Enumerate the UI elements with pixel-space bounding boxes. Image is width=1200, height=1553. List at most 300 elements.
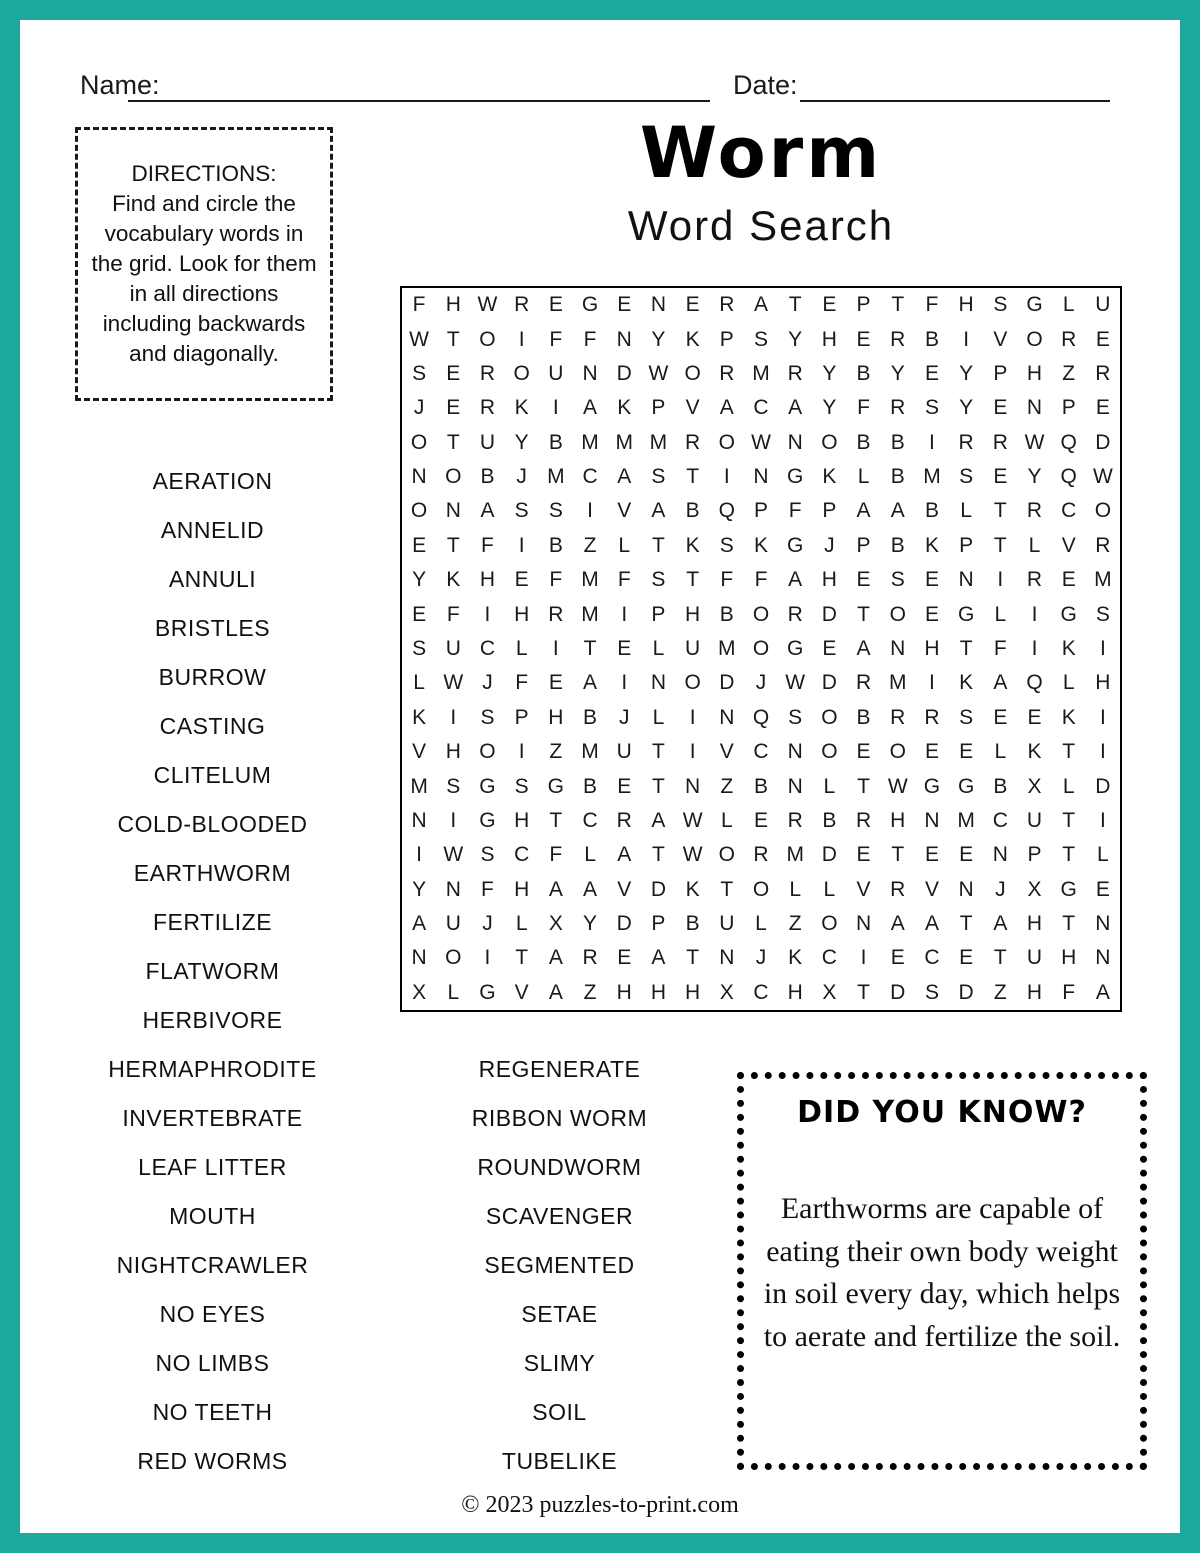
- grid-cell: J: [824, 533, 835, 557]
- grid-cell: L: [755, 912, 767, 936]
- grid-cell: Y: [788, 327, 803, 351]
- grid-cell: S: [959, 465, 974, 489]
- grid-cell: L: [584, 843, 596, 867]
- grid-cell: T: [686, 568, 700, 592]
- grid-cell: M: [581, 602, 599, 626]
- grid-cell: D: [821, 602, 837, 626]
- date-label: Date:: [733, 70, 798, 100]
- grid-cell: N: [1026, 396, 1043, 420]
- grid-cell: E: [548, 293, 563, 317]
- grid-cell: T: [993, 499, 1007, 523]
- grid-cell: K: [959, 671, 974, 695]
- grid-cell: S: [959, 705, 974, 729]
- grid-cell: T: [652, 774, 665, 798]
- grid-cell: R: [582, 946, 598, 970]
- grid-cell: P: [856, 293, 871, 317]
- grid-cell: W: [682, 808, 703, 832]
- grid-cell: P: [514, 705, 529, 729]
- grid-cell: G: [479, 980, 496, 1004]
- grid-cell: O: [479, 327, 496, 351]
- grid-cell: T: [686, 946, 700, 970]
- grid-cell: L: [652, 705, 665, 729]
- grid-cell: S: [651, 568, 666, 592]
- grid-cell: V: [685, 396, 700, 420]
- grid-cell: M: [923, 465, 941, 489]
- grid-cell: R: [1026, 499, 1043, 523]
- grid-cell: U: [1026, 946, 1043, 970]
- grid-cell: N: [411, 465, 427, 489]
- grid-cell: I: [450, 705, 457, 729]
- word-list-item: RIBBON WORM: [471, 1105, 648, 1131]
- grid-cell: R: [958, 430, 974, 454]
- grid-cell: F: [925, 293, 939, 317]
- grid-cell: P: [959, 533, 974, 557]
- word-list-item: INVERTEBRATE: [122, 1105, 303, 1131]
- word-list-item: FLATWORM: [145, 958, 280, 984]
- grid-cell: A: [651, 946, 666, 970]
- grid-cell: S: [719, 533, 734, 557]
- grid-cell: M: [786, 843, 804, 867]
- grid-cell: R: [787, 361, 803, 385]
- grid-cell: O: [445, 465, 462, 489]
- grid-cell: O: [889, 602, 906, 626]
- grid-cell: F: [720, 568, 734, 592]
- grid-cell: Z: [1062, 361, 1076, 385]
- grid-cell: R: [479, 361, 496, 385]
- grid-cell: J: [995, 877, 1006, 901]
- grid-cell: A: [583, 396, 598, 420]
- grid-cell: U: [479, 430, 496, 454]
- grid-cell: G: [923, 774, 941, 798]
- grid-cell: O: [718, 843, 735, 867]
- grid-cell: H: [821, 327, 837, 351]
- grid-cell: W: [1024, 430, 1045, 454]
- grid-cell: H: [445, 293, 461, 317]
- grid-cell: O: [684, 361, 701, 385]
- grid-cell: N: [650, 671, 666, 695]
- name-label: Name:: [80, 70, 160, 100]
- grid-cell: D: [890, 980, 906, 1004]
- grid-cell: W: [648, 361, 669, 385]
- grid-cell: M: [752, 361, 770, 385]
- word-search-grid: [400, 286, 1122, 1012]
- grid-cell: D: [650, 877, 666, 901]
- grid-cell: K: [788, 946, 803, 970]
- grid-cell: S: [412, 636, 427, 660]
- grid-cell: B: [924, 327, 939, 351]
- grid-cell: E: [924, 602, 939, 626]
- grid-cell: A: [924, 912, 939, 936]
- word-list-left: [70, 457, 355, 1486]
- grid-cell: V: [617, 499, 632, 523]
- grid-cell: E: [617, 293, 632, 317]
- grid-cell: X: [1027, 774, 1042, 798]
- grid-cell: T: [857, 602, 870, 626]
- grid-cell: S: [480, 843, 495, 867]
- grid-cell: E: [924, 568, 939, 592]
- word-list-item: ANNULI: [168, 566, 257, 592]
- grid-cell: K: [685, 877, 700, 901]
- grid-cell: I: [416, 843, 423, 867]
- grid-cell: A: [583, 877, 598, 901]
- grid-cell: E: [924, 740, 939, 764]
- grid-cell: V: [924, 877, 939, 901]
- word-list-item: SCAVENGER: [485, 1203, 634, 1229]
- grid-cell: E: [685, 293, 700, 317]
- word-list-item: ANNELID: [160, 517, 265, 543]
- grid-cell: W: [477, 293, 498, 317]
- grid-cell: E: [412, 533, 427, 557]
- grid-cell: N: [890, 636, 906, 660]
- grid-cell: M: [957, 808, 975, 832]
- grid-cell: T: [891, 293, 905, 317]
- grid-cell: T: [788, 293, 802, 317]
- grid-cell: V: [719, 740, 734, 764]
- grid-cell: R: [855, 671, 872, 695]
- grid-cell: N: [650, 293, 666, 317]
- grid-cell: G: [1060, 877, 1077, 901]
- did-you-know-heading: DID YOU KNOW?: [797, 1095, 1087, 1130]
- word-list-item: AERATION: [152, 468, 273, 494]
- grid-cell: I: [450, 808, 457, 832]
- grid-cell: C: [582, 465, 598, 489]
- word-list-item: REGENERATE: [478, 1056, 641, 1082]
- grid-cell: I: [1031, 602, 1038, 626]
- date-line: [800, 72, 1110, 102]
- grid-cell: H: [1026, 912, 1043, 936]
- grid-cell: A: [856, 636, 871, 660]
- grid-cell: E: [959, 740, 974, 764]
- grid-cell: T: [993, 946, 1007, 970]
- grid-cell: P: [719, 327, 734, 351]
- grid-cell: F: [549, 843, 563, 867]
- grid-cell: F: [583, 327, 597, 351]
- grid-cell: R: [924, 705, 940, 729]
- grid-cell: O: [410, 430, 428, 454]
- grid-cell: E: [1095, 877, 1110, 901]
- grid-cell: R: [685, 430, 701, 454]
- grid-cell: E: [514, 568, 529, 592]
- footer-credit: © 2023 puzzles-to-print.com: [461, 1492, 739, 1518]
- grid-cell: S: [1095, 602, 1110, 626]
- grid-cell: B: [548, 533, 563, 557]
- grid-cell: B: [719, 602, 734, 626]
- grid-cell: F: [617, 568, 631, 592]
- grid-cell: Y: [1027, 465, 1042, 489]
- grid-cell: Z: [583, 533, 597, 557]
- grid-cell: E: [446, 361, 461, 385]
- grid-cell: E: [890, 946, 905, 970]
- grid-cell: B: [890, 430, 905, 454]
- word-list-item: NIGHTCRAWLER: [116, 1252, 309, 1278]
- grid-cell: T: [857, 774, 870, 798]
- did-you-know-text: Earthworms are capable of eating their own body weight in soil every day, which helps to aerate and fertilize the soil.: [763, 1192, 1121, 1353]
- grid-cell: K: [753, 533, 768, 557]
- grid-cell: P: [651, 396, 666, 420]
- grid-cell: W: [887, 774, 908, 798]
- grid-cell: D: [1095, 774, 1111, 798]
- grid-cell: A: [651, 808, 666, 832]
- grid-cell: L: [857, 465, 870, 489]
- grid-cell: N: [787, 740, 803, 764]
- grid-cell: N: [616, 327, 632, 351]
- grid-cell: T: [959, 912, 973, 936]
- grid-cell: K: [1027, 740, 1042, 764]
- grid-cell: A: [583, 671, 598, 695]
- directions-box: [75, 127, 333, 401]
- grid-cell: R: [787, 808, 803, 832]
- grid-cell: V: [993, 327, 1008, 351]
- grid-cell: B: [856, 705, 871, 729]
- grid-cell: E: [412, 602, 427, 626]
- grid-cell: N: [1095, 946, 1111, 970]
- grid-cell: Z: [549, 740, 563, 764]
- grid-cell: N: [719, 946, 735, 970]
- grid-cell: H: [514, 808, 530, 832]
- grid-cell: U: [548, 361, 564, 385]
- grid-cell: D: [1095, 430, 1111, 454]
- grid-cell: N: [924, 808, 940, 832]
- grid-cell: B: [856, 361, 871, 385]
- grid-cell: O: [821, 705, 838, 729]
- grid-cell: V: [856, 877, 871, 901]
- grid-cell: A: [548, 946, 563, 970]
- grid-cell: L: [823, 774, 836, 798]
- grid-cell: A: [480, 499, 495, 523]
- grid-cell: R: [1095, 533, 1111, 557]
- grid-cell: T: [583, 636, 597, 660]
- grid-cell: C: [992, 808, 1008, 832]
- grid-cell: O: [821, 430, 838, 454]
- grid-cell: H: [958, 293, 974, 317]
- grid-cell: M: [615, 430, 633, 454]
- grid-cell: K: [446, 568, 461, 592]
- grid-cell: S: [514, 499, 529, 523]
- grid-cell: G: [479, 774, 496, 798]
- grid-cell: G: [787, 465, 804, 489]
- grid-cell: I: [689, 740, 696, 764]
- grid-cell: T: [857, 980, 870, 1004]
- grid-cell: L: [652, 636, 665, 660]
- grid-cell: E: [617, 774, 632, 798]
- directions-text: Find and circle the vocabulary words in the grid. Look for them in all directions including backwards and diagonally.: [91, 191, 317, 366]
- grid-cell: L: [618, 533, 631, 557]
- grid-cell: K: [1061, 705, 1076, 729]
- grid-cell: P: [993, 361, 1008, 385]
- grid-cell: T: [993, 533, 1007, 557]
- grid-cell: A: [651, 499, 666, 523]
- grid-cell: X: [548, 912, 563, 936]
- grid-cell: N: [958, 877, 974, 901]
- grid-cell: K: [924, 533, 939, 557]
- grid-cell: L: [720, 808, 733, 832]
- grid-cell: W: [443, 843, 464, 867]
- grid-cell: E: [993, 705, 1008, 729]
- grid-cell: N: [582, 361, 598, 385]
- grid-cell: L: [1062, 671, 1075, 695]
- grid-cell: B: [583, 705, 598, 729]
- grid-cell: E: [993, 396, 1008, 420]
- grid-cell: A: [753, 293, 768, 317]
- grid-cell: B: [480, 465, 495, 489]
- grid-cell: L: [515, 636, 528, 660]
- grid-cell: E: [822, 636, 837, 660]
- grid-cell: M: [889, 671, 907, 695]
- grid-cell: E: [856, 568, 871, 592]
- grid-cell: G: [957, 602, 975, 626]
- puzzle-title: Worm: [639, 112, 883, 194]
- grid-cell: A: [617, 465, 632, 489]
- grid-cell: E: [617, 946, 632, 970]
- grid-cell: I: [621, 671, 628, 695]
- grid-cell: O: [752, 636, 770, 660]
- grid-cell: Y: [959, 396, 974, 420]
- grid-cell: H: [1095, 671, 1111, 695]
- grid-cell: Z: [993, 980, 1007, 1004]
- grid-cell: T: [446, 533, 460, 557]
- grid-cell: T: [720, 877, 734, 901]
- grid-cell: H: [890, 808, 906, 832]
- grid-cell: O: [513, 361, 530, 385]
- grid-cell: T: [446, 327, 460, 351]
- grid-cell: N: [992, 843, 1008, 867]
- grid-cell: V: [1061, 533, 1076, 557]
- grid-cell: H: [650, 980, 666, 1004]
- grid-cell: Y: [890, 361, 905, 385]
- grid-cell: I: [518, 740, 525, 764]
- grid-cell: E: [822, 293, 837, 317]
- grid-cell: S: [924, 980, 939, 1004]
- word-list-item: SETAE: [521, 1301, 598, 1327]
- grid-cell: Y: [583, 912, 598, 936]
- word-list-item: NO TEETH: [152, 1399, 273, 1425]
- word-list-item: EARTHWORM: [133, 860, 292, 886]
- grid-cell: V: [514, 980, 529, 1004]
- grid-cell: N: [445, 877, 461, 901]
- did-you-know-box: [737, 1072, 1147, 1470]
- grid-cell: M: [581, 740, 599, 764]
- grid-cell: D: [616, 912, 632, 936]
- grid-cell: I: [1099, 808, 1106, 832]
- grid-cell: W: [1092, 465, 1113, 489]
- grid-cell: K: [412, 705, 427, 729]
- grid-cell: U: [445, 636, 461, 660]
- grid-cell: O: [1026, 327, 1043, 351]
- grid-cell: O: [445, 946, 462, 970]
- grid-cell: T: [1062, 808, 1076, 832]
- grid-cell: B: [890, 465, 905, 489]
- grid-cell: O: [752, 602, 770, 626]
- grid-cell: T: [652, 843, 665, 867]
- grid-cell: I: [1099, 740, 1106, 764]
- grid-cell: H: [548, 705, 564, 729]
- grid-cell: M: [1094, 568, 1112, 592]
- grid-cell: E: [1061, 568, 1076, 592]
- grid-cell: C: [479, 636, 496, 660]
- grid-cell: Z: [583, 980, 597, 1004]
- grid-cell: G: [957, 774, 975, 798]
- grid-cell: X: [1027, 877, 1042, 901]
- grid-cell: I: [1031, 636, 1038, 660]
- grid-cell: N: [787, 430, 803, 454]
- grid-cell: I: [929, 430, 935, 454]
- grid-cell: S: [753, 327, 768, 351]
- word-list-item: SLIMY: [523, 1350, 596, 1376]
- grid-cell: R: [855, 808, 872, 832]
- grid-cell: G: [787, 533, 804, 557]
- grid-cell: L: [994, 602, 1007, 626]
- word-list-item: LEAF LITTER: [138, 1154, 287, 1180]
- grid-cell: S: [890, 568, 905, 592]
- grid-cell: O: [821, 740, 838, 764]
- grid-cell: E: [924, 843, 939, 867]
- grid-cell: W: [409, 327, 429, 351]
- grid-cell: T: [549, 808, 563, 832]
- grid-cell: R: [890, 705, 906, 729]
- grid-cell: Q: [752, 705, 770, 729]
- grid-cell: I: [587, 499, 593, 523]
- grid-cell: J: [482, 912, 493, 936]
- grid-cell: R: [1026, 568, 1043, 592]
- grid-cell: E: [924, 361, 939, 385]
- puzzle-subtitle: Word Search: [627, 202, 895, 249]
- grid-cell: K: [617, 396, 632, 420]
- grid-cell: R: [1095, 361, 1111, 385]
- grid-cell: R: [787, 602, 803, 626]
- word-list-middle: [412, 1045, 707, 1486]
- grid-cell: T: [652, 533, 665, 557]
- grid-cell: N: [719, 705, 735, 729]
- grid-cell: T: [891, 843, 905, 867]
- grid-cell: Y: [822, 396, 837, 420]
- grid-cell: S: [924, 396, 939, 420]
- grid-cell: I: [1099, 636, 1106, 660]
- grid-cell: G: [479, 808, 496, 832]
- grid-cell: B: [548, 430, 563, 454]
- grid-cell: T: [446, 430, 460, 454]
- grid-cell: B: [685, 912, 700, 936]
- grid-cell: I: [484, 946, 491, 970]
- grid-cell: T: [1062, 912, 1076, 936]
- grid-cell: O: [1094, 499, 1112, 523]
- grid-cell: N: [855, 912, 872, 936]
- grid-cell: Z: [720, 774, 734, 798]
- grid-cell: W: [682, 843, 703, 867]
- grid-cell: J: [755, 671, 767, 695]
- grid-cell: G: [1026, 293, 1043, 317]
- grid-cell: N: [958, 568, 974, 592]
- grid-cell: B: [890, 533, 905, 557]
- grid-cell: E: [993, 465, 1008, 489]
- grid-cell: G: [1060, 602, 1077, 626]
- grid-cell: E: [753, 808, 768, 832]
- grid-cell: A: [548, 877, 563, 901]
- grid-cell: I: [997, 568, 1004, 592]
- grid-cell: A: [788, 568, 803, 592]
- name-line: [128, 72, 710, 102]
- grid-cell: C: [753, 396, 769, 420]
- grid-cell: H: [787, 980, 803, 1004]
- grid-cell: S: [548, 499, 563, 523]
- grid-cell: B: [753, 774, 768, 798]
- grid-cell: R: [479, 396, 496, 420]
- grid-cell: S: [788, 705, 803, 729]
- grid-cell: U: [616, 740, 632, 764]
- grid-cell: Q: [1026, 671, 1043, 695]
- grid-cell: F: [481, 877, 494, 901]
- grid-cell: T: [686, 465, 700, 489]
- grid-cell: R: [1061, 327, 1077, 351]
